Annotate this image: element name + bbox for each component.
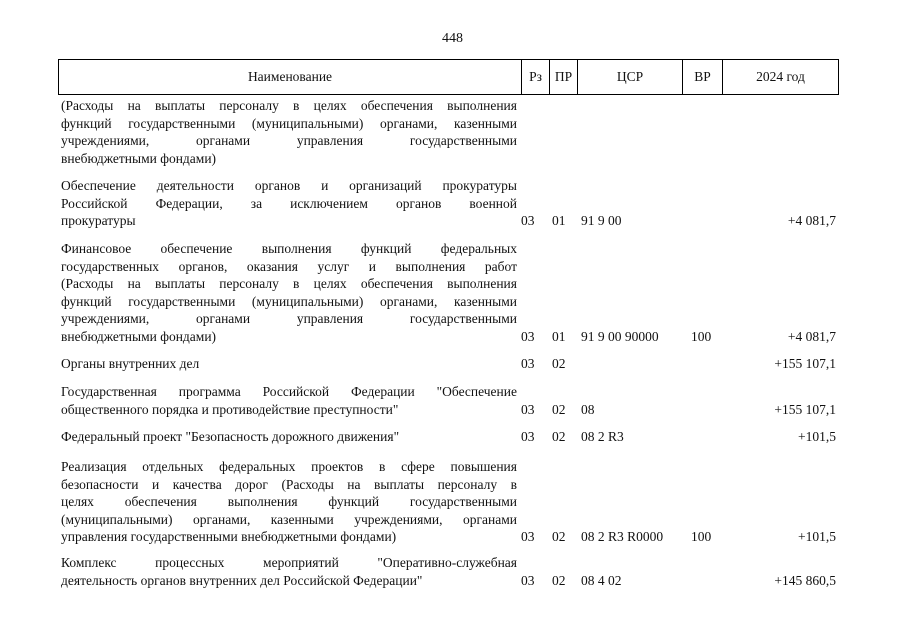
row-name-line: прокуратуры [61,213,136,229]
row-csr: 08 2 R3 R0000 [581,529,664,545]
row-name-line: Российской Федерации, за исключением органов военной [61,195,517,211]
header-rz: Рз [522,60,550,94]
row-amount: +4 081,7 [787,329,836,344]
row-name-line: целях обеспечения выполнения функций государственными [61,494,517,510]
row-name-line: общественного порядка и противодействие преступности" [61,401,399,417]
row-pr: 02 [552,529,566,545]
row-rz: 03 [521,401,535,417]
row-rz: 03 [521,429,535,444]
row-name-line: внебюджетными фондами) [61,150,217,166]
row-amount: +145 860,5 [774,572,836,588]
row-csr: 08 4 02 [581,572,622,588]
row-csr: 91 9 00 [581,213,622,229]
row-name-line: (муниципальными) органами, казенными учреждениями, органами [61,511,517,527]
row-name [61,355,517,373]
row-name-line: Финансовое обеспечение выполнения функций федеральных [61,241,517,256]
row-name-line: Обеспечение деятельности органов и организаций прокуратуры [61,178,517,193]
row-name [61,428,517,446]
row-pr: 01 [552,329,566,344]
row-rz: 03 [521,213,535,229]
row-csr: 08 [581,401,595,417]
row-csr: 08 2 R3 [581,429,624,444]
row-name-line: (Расходы на выплаты персоналу в целях обеспечения выполнения [61,276,517,292]
row-name-line: функций государственными (муниципальными) органами, казенными [61,115,517,131]
row-amount: +155 107,1 [774,356,836,371]
row-pr: 02 [552,429,566,444]
row-name [61,458,517,546]
page-number: 448 [442,31,463,46]
row-name-line: деятельность органов внутренних дел Российской Федерации" [61,572,423,588]
row-name [61,240,517,346]
row-name-line: Органы внутренних дел [61,356,200,371]
row-name-line: безопасности и качества дорог (Расходы на выплаты персоналу в [61,476,517,492]
row-name-line: учреждениями, органами управления государственными [61,311,517,327]
row-amount: +101,5 [798,429,836,444]
row-amount: +155 107,1 [774,401,836,417]
row-name-line: Реализация отдельных федеральных проектов в сфере повышения [61,459,517,474]
row-pr: 02 [552,401,566,417]
row-pr: 01 [552,213,566,229]
row-amount: +101,5 [798,529,836,545]
row-name-line: Комплекс процессных мероприятий "Оперативно-служебная [61,555,517,570]
header-year: 2024 год [756,69,805,84]
row-pr: 02 [552,356,566,371]
header-vr: ВР [683,60,723,94]
row-rz: 03 [521,356,535,371]
row-name [61,177,517,230]
row-pr: 02 [552,572,566,588]
header-csr: ЦСР [578,60,683,94]
row-name-line: внебюджетными фондами) [61,328,217,344]
header-name: Наименование [59,60,522,94]
row-vr: 100 [691,329,712,344]
row-name-line: государственных органов, оказания услуг и выполнения работ [61,258,517,274]
row-name [61,97,517,167]
row-vr: 100 [691,529,712,545]
row-name [61,383,517,418]
row-csr: 91 9 00 90000 [581,329,659,344]
row-amount: +4 081,7 [787,213,836,229]
row-name-line: Федеральный проект "Безопасность дорожного движения" [61,429,400,444]
row-name-line: учреждениями, органами управления государственными [61,133,517,149]
row-name [61,554,517,589]
row-rz: 03 [521,329,535,344]
row-name-line: Государственная программа Российской Федерации "Обеспечение [61,384,517,399]
header-pr: ПР [550,60,578,94]
row-name-line: (Расходы на выплаты персоналу в целях обеспечения выполнения [61,98,517,113]
row-name-line: функций государственными (муниципальными) органами, казенными [61,293,517,309]
table-header [58,59,839,95]
row-name-line: управления государственными внебюджетными фондами) [61,529,397,545]
row-rz: 03 [521,529,535,545]
row-rz: 03 [521,572,535,588]
